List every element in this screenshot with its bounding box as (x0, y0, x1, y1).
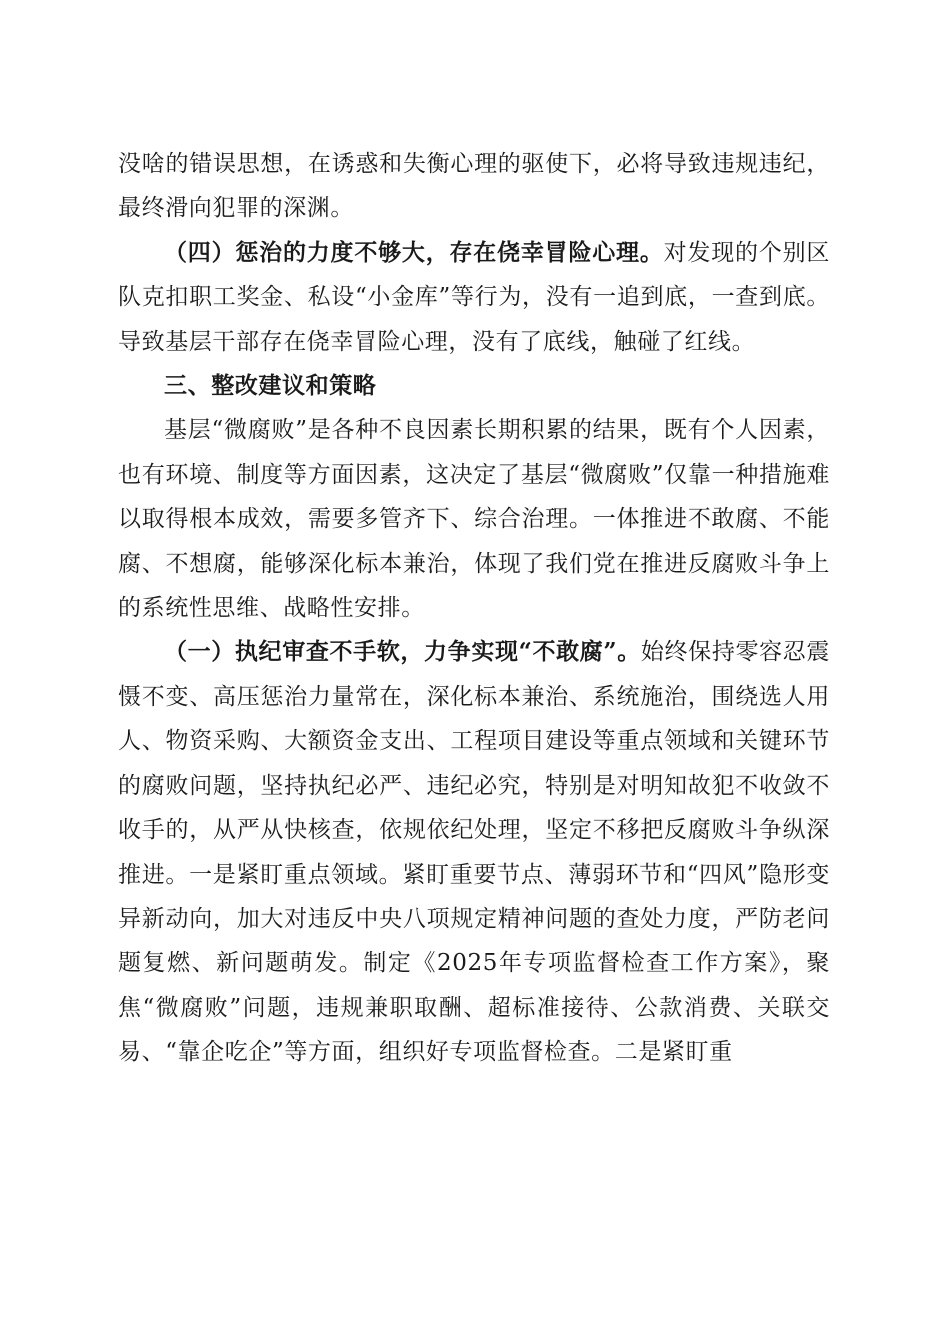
document-body (118, 142, 830, 1075)
section-title: 三、整改建议和策略 (164, 373, 377, 400)
paragraph-one (118, 630, 830, 1074)
paragraph-one-body: 始终保持零容忍震慑不变、高压惩治力量常在，深化标本兼治、系统施治，围绕选人用人、物资采购、大额资金支出、工程项目建设等重点领域和关键环节的腐败问题，坚持执纪必严、违纪必究，特别是对明知故犯不收敛不收手的，从严从快核查，依规依纪处理，坚定不移把反腐败斗争纵深推进。一是紧盯重点领域。紧盯重要节点、薄弱环节和“四风”隐形变异新动向，加大对违反中央八项规定精神问题的查处力度，严防老问题复燃、新问题萌发。制定《2025年专项监督检查工作方案》，聚焦“微腐败”问题，违规兼职取酬、超标准接待、公款消费、关联交易、“靠企吃企”等方面，组织好专项监督检查。二是紧盯重 (118, 639, 830, 1066)
paragraph-intro: 基层“微腐败”是各种不良因素长期积累的结果，既有个人因素，也有环境、制度等方面因素，这决定了基层“微腐败”仅靠一种措施难以取得根本成效，需要多管齐下、综合治理。一体推进不敢腐、不能腐、不想腐，能够深化标本兼治，体现了我们党在推进反腐败斗争上的系统性思维、战略性安排。 (118, 417, 830, 622)
paragraph-one-heading: （一）执纪审查不手软，力争实现“不敢腐”。 (164, 638, 641, 666)
paragraph-four-body: 对发现的个别区队克扣职工奖金、私设“小金库”等行为，没有一追到底，一查到底。导致基层干部存在侥幸冒险心理，没有了底线，触碰了红线。 (118, 239, 830, 355)
paragraph-four (118, 231, 830, 364)
paragraph-four-heading: （四）惩治的力度不够大，存在侥幸冒险心理。 (164, 238, 664, 266)
paragraph-continuation: 没啥的错误思想，在诱惑和失衡心理的驱使下，必将导致违规违纪，最终滑向犯罪的深渊。 (118, 151, 830, 222)
